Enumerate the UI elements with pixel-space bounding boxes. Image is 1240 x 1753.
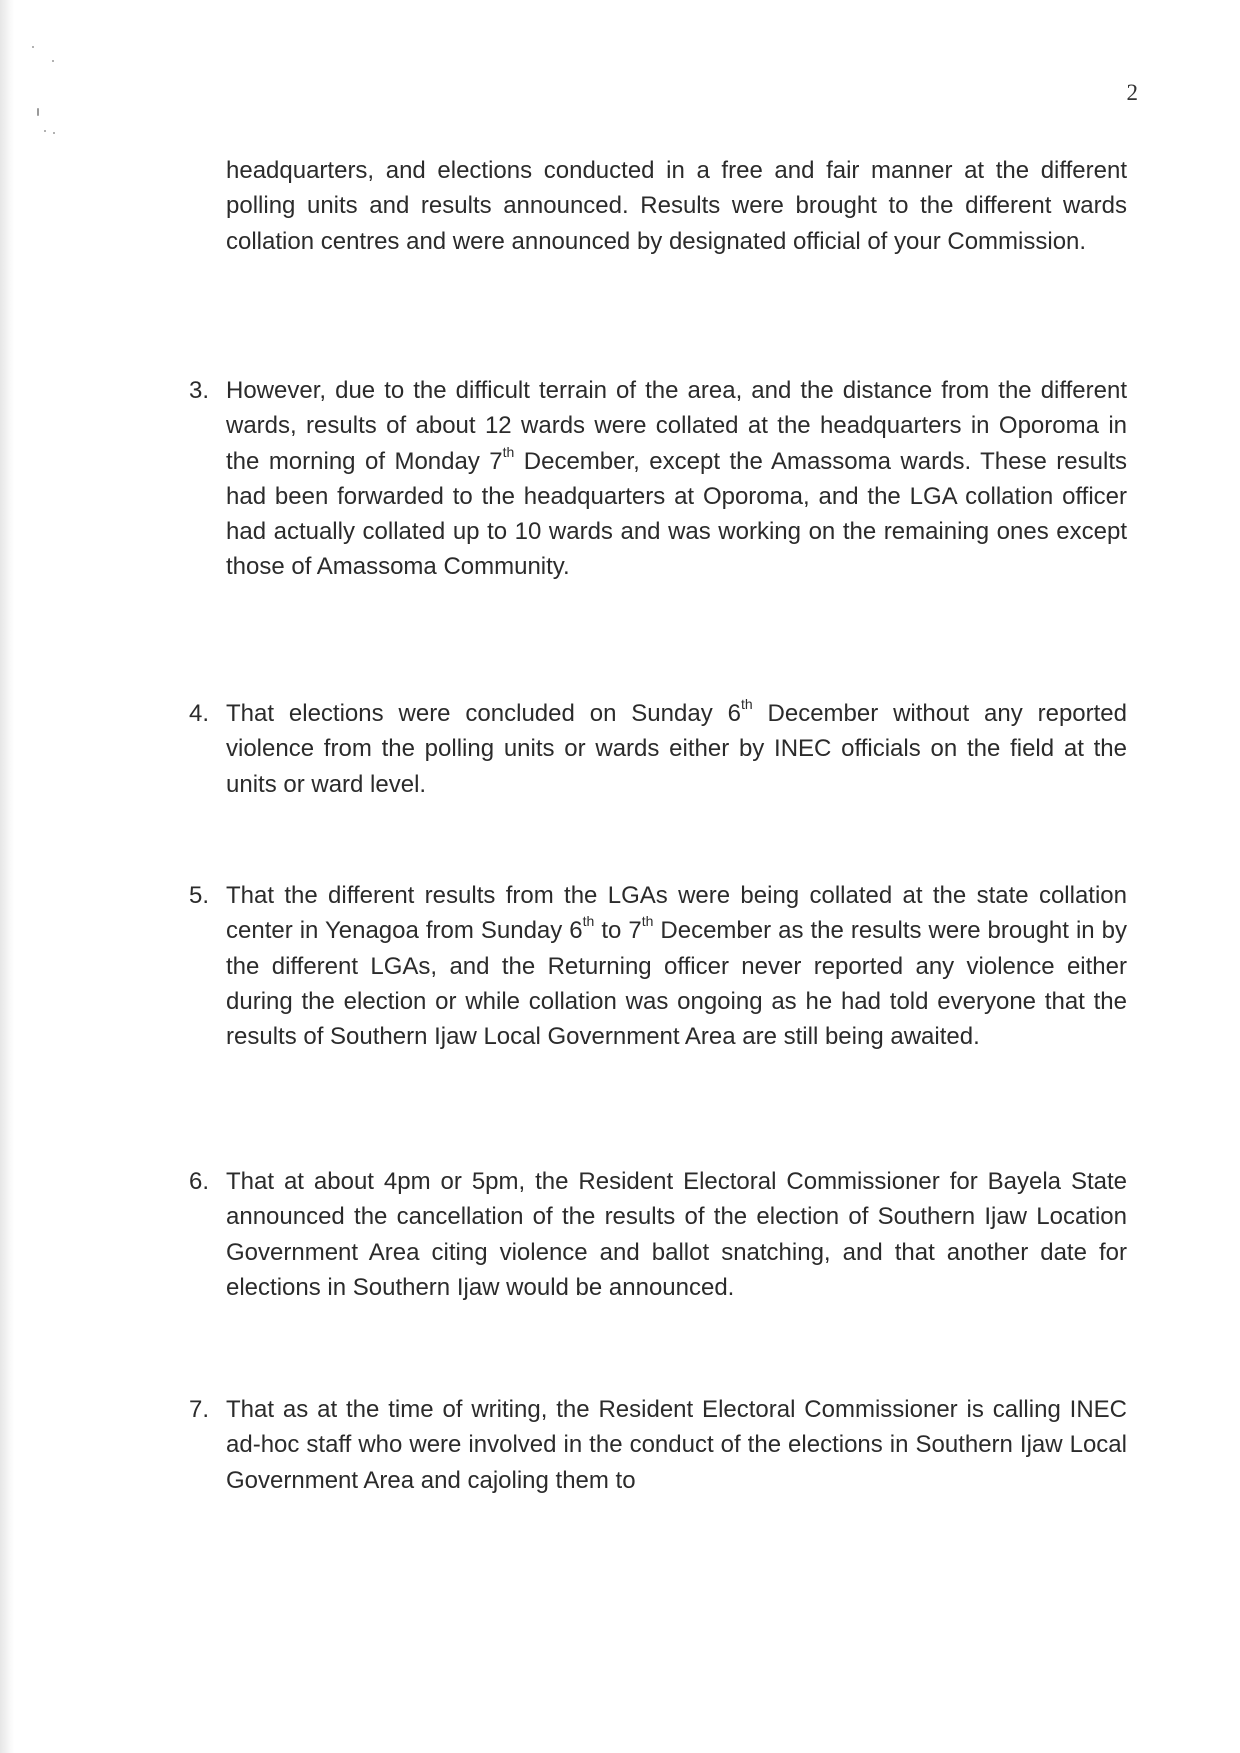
item-number-6: 6. [189, 1168, 210, 1195]
text-run: That the different results from the LGAs were being collated at the state collation center in Yenagoa from Sunday 6 [226, 882, 1127, 945]
scan-speck [32, 46, 34, 48]
item-5-text [226, 878, 1127, 1054]
text-run: December as the results were brought in by the different LGAs, and the Returning officer never reported any violence either during the election or while collation was ongoing as he had told everyone that the results of Southern Ijaw Local Government Area are still being awaited. [226, 917, 1127, 1051]
text-run: headquarters, and elections conducted in a free and fair manner at the different polling units and results announced. Results were brought to the different wards collation centres and were announced by designated official of your Commission. [226, 157, 1127, 255]
scan-speck [52, 60, 54, 62]
text-run: December without any reported violence from the polling units or wards either by INEC officials on the field at the units or ward level. [226, 700, 1127, 798]
ordinal-superscript: th [502, 443, 515, 460]
continuation-paragraph [226, 153, 1127, 259]
text-run: to 7 [594, 917, 642, 945]
text-run: December, except the Amassoma wards. These results had been forwarded to the headquarters at Oporoma, and the LGA collation officer had actually collated up to 10 wards and was working on the remaining ones except those of Amassoma Community. [226, 447, 1127, 581]
text-run: That as at the time of writing, the Resident Electoral Commissioner is calling INEC ad-hoc staff who were involved in the conduct of the elections in Southern Ijaw Local Government Area and cajoling them to [226, 1396, 1127, 1494]
item-number-5: 5. [189, 882, 210, 909]
item-number-3: 3. [189, 377, 210, 404]
page-number: 2 [1126, 80, 1138, 105]
item-3-text [226, 373, 1127, 585]
item-4-text [226, 696, 1127, 802]
item-number-4: 4. [189, 700, 210, 727]
ordinal-superscript: th [582, 913, 595, 930]
text-run: That elections were concluded on Sunday 6 [226, 700, 741, 727]
ordinal-superscript: th [641, 913, 654, 930]
scan-edge-shadow [0, 0, 14, 1753]
text-run: That at about 4pm or 5pm, the Resident Electoral Commissioner for Bayela State announced the cancellation of the results of the election of Southern Ijaw Location Government Area citing violence and ballot snatching, and that another date for elections in Southern Ijaw would be announced. [226, 1168, 1127, 1301]
scan-speck [37, 108, 39, 116]
ordinal-superscript: th [740, 696, 753, 712]
scan-speck [53, 132, 55, 134]
item-7-text [226, 1392, 1127, 1498]
scan-speck [44, 130, 46, 132]
item-number-7: 7. [189, 1396, 210, 1423]
item-6-text [226, 1164, 1127, 1305]
text-run: However, due to the difficult terrain of the area, and the distance from the different wards, results of about 12 wards were collated at the headquarters in Oporoma in the morning of Monday 7 [226, 377, 1127, 475]
